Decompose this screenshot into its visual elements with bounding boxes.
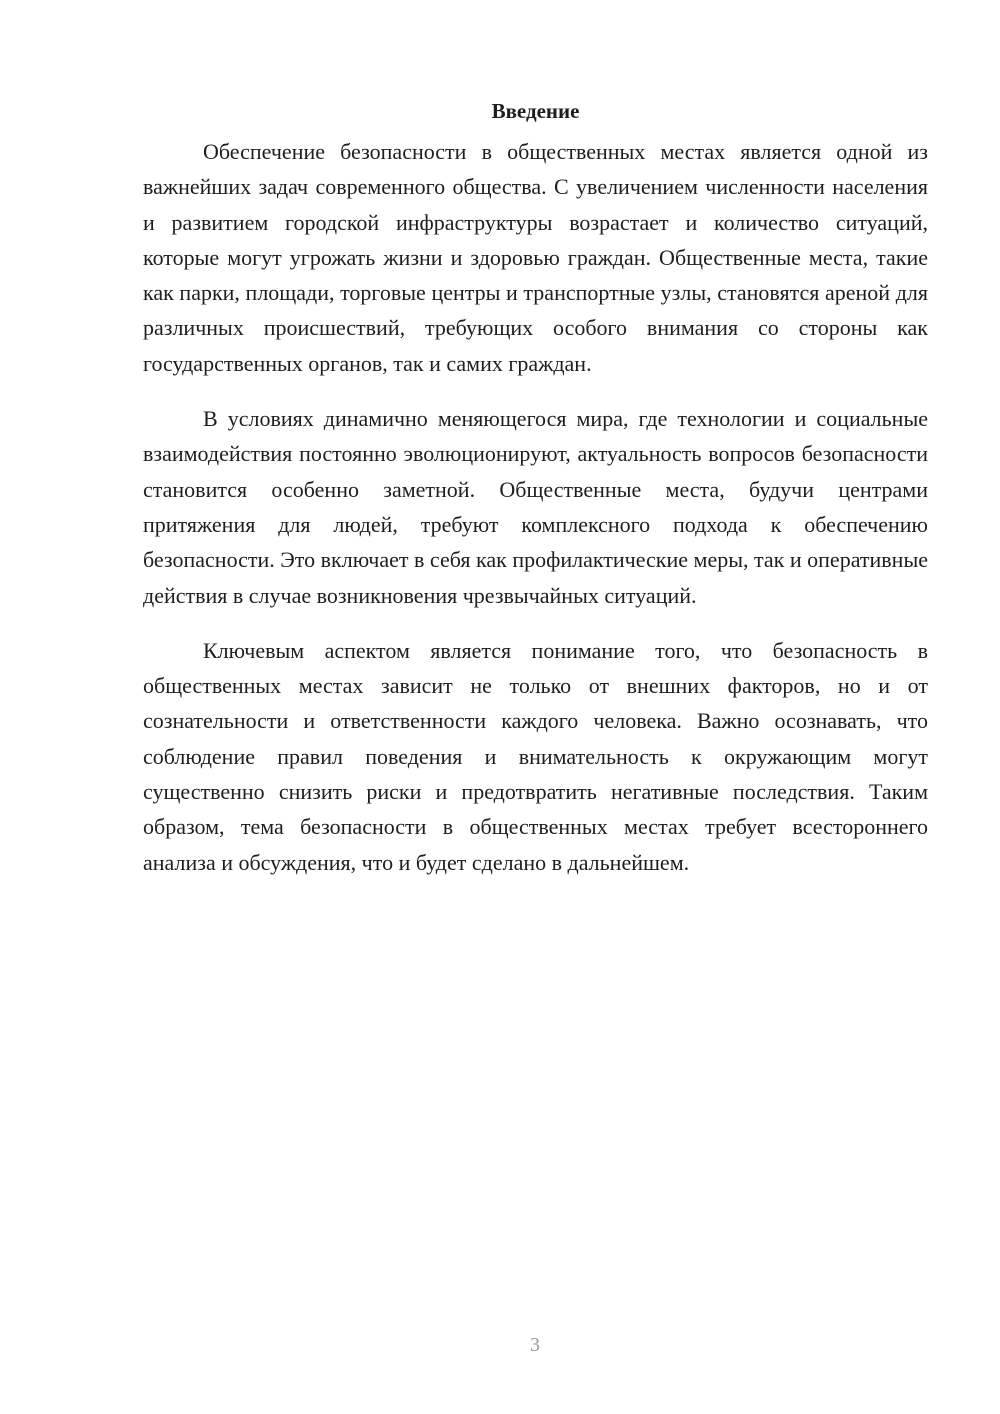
paragraph-1: Обеспечение безопасности в общественных местах является одной из важнейших задач современного общества. С увеличением численности населения и развитием городской инфраструктуры возрастает и количество ситуаций, которые могут угрожать жизни и здоровью граждан. Общественные места, такие как парки, площади, торговые центры и транспортные узлы, становятся ареной для различных происшествий, требующих особого внимания со стороны как государственных органов, так и самих граждан. (143, 139, 928, 376)
page-number: 3 (530, 1334, 540, 1356)
paragraph-2: В условиях динамично меняющегося мира, где технологии и социальные взаимодействия постоянно эволюционируют, актуальность вопросов безопасности становится особенно заметной. Общественные места, будучи центрами притяжения для людей, требуют комплексного подхода к обеспечению безопасности. Это включает в себя как профилактические меры, так и оперативные действия в случае возникновения чрезвычайных ситуаций. (143, 406, 928, 608)
paragraph-3: Ключевым аспектом является понимание того, что безопасность в общественных местах зависит не только от внешних факторов, но и от сознательности и ответственности каждого человека. Важно осознавать, что соблюдение правил поведения и внимательность к окружающим могут существенно снизить риски и предотвратить негативные последствия. Таким образом, тема безопасности в общественных местах требует всестороннего анализа и обсуждения, что и будет сделано в дальнейшем. (143, 637, 928, 875)
section-title: Введение (491, 99, 580, 123)
page-content (143, 98, 928, 900)
